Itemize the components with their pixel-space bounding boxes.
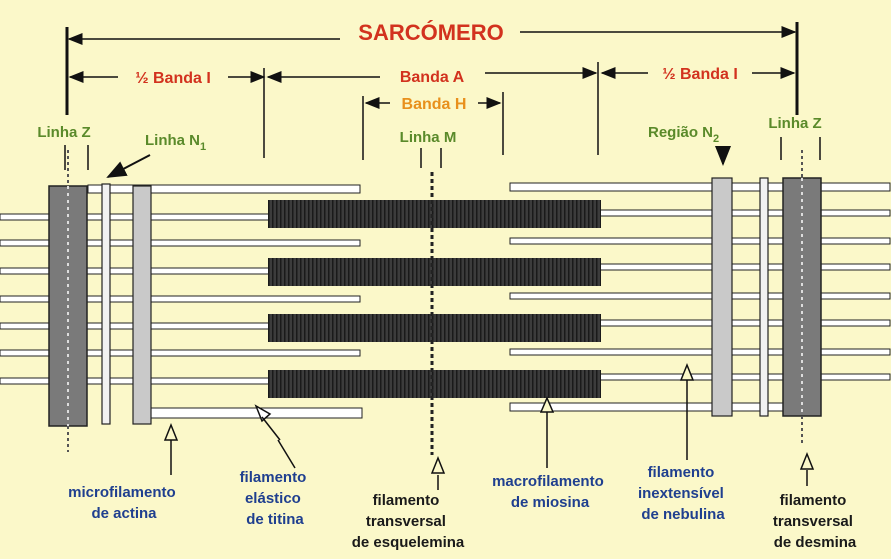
band-a-label: Banda A (399, 69, 465, 86)
caption-actin: microfilamento de actina (68, 484, 176, 522)
linha-m-label: Linha M (399, 129, 457, 146)
n2-region-wide (712, 178, 732, 416)
sarcomere-structure (0, 150, 890, 455)
n2-line-thin (760, 178, 768, 416)
caption-nebulin: filamento inextensível de nebulina (637, 464, 725, 523)
captions (68, 464, 857, 551)
linha-z-left-label: Linha Z (37, 124, 91, 141)
caption-skelemin: filamento transversal de esquelemina (351, 492, 465, 551)
caption-titin: filamento elástico de titina (239, 469, 307, 528)
sarcomere-title: SARCÓMERO (358, 20, 504, 45)
half-band-i-left-label: ½ Banda I (135, 70, 211, 87)
band-h-label: Banda H (401, 96, 467, 113)
linha-n1-label: Linha $N_1$ (145, 132, 207, 153)
regiao-n2-label: Região $N_2$ (648, 124, 720, 145)
linha-z-right-label: Linha Z (768, 115, 822, 132)
n1-line-wide (133, 186, 151, 424)
caption-desmin: filamento transversal de desmina (772, 492, 857, 551)
caption-myosin: macrofilamento de miosina (492, 473, 604, 511)
n1-line-thin (102, 184, 110, 424)
half-band-i-right-label: ½ Banda I (662, 66, 738, 83)
line-labels (37, 115, 821, 177)
